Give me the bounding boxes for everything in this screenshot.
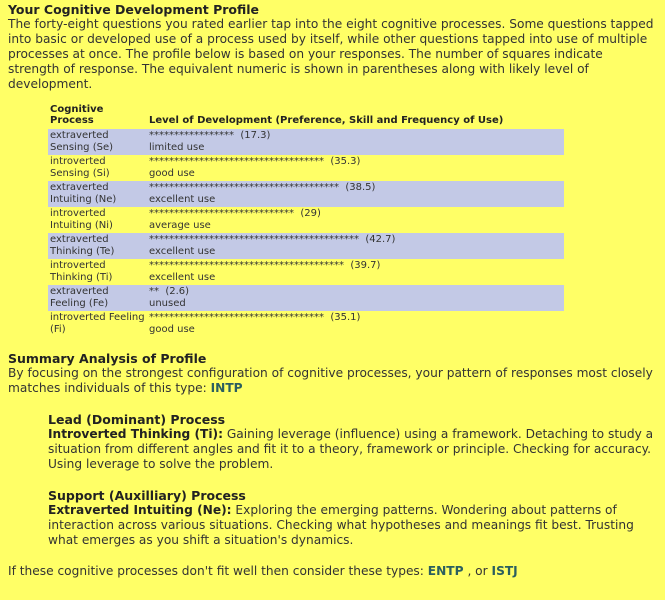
table-header-row (48, 104, 564, 129)
alternative-type-2: ISTJ (491, 564, 518, 578)
level-cell (147, 207, 564, 233)
level-cell (147, 181, 564, 207)
level-cell (147, 233, 564, 259)
process-name: extraverted Feeling (Fe) (48, 285, 147, 311)
level-text: excellent use (149, 246, 216, 257)
table-row (48, 207, 564, 233)
profile-table (48, 104, 564, 337)
support-section (48, 488, 657, 548)
strength-stars: ** (149, 286, 159, 297)
support-description: Exploring the emerging patterns. Wondering about patterns of interaction across various situations. Checking what hypotheses and meanings fit best. Trusting what emerges as you shift a situation's dynamics. (48, 503, 634, 547)
level-text: average use (149, 220, 211, 231)
strength-score: (35.3) (330, 156, 361, 167)
alternatives-separator: , or (467, 564, 488, 578)
strength-score: (2.6) (165, 286, 190, 297)
strength-score: (35.1) (330, 312, 361, 323)
summary-title: Summary Analysis of Profile (8, 351, 207, 366)
level-text: good use (149, 168, 195, 179)
strength-stars: ************************************** (149, 182, 339, 193)
support-text (48, 503, 657, 548)
process-name: introverted Sensing (Si) (50, 156, 110, 179)
process-name: introverted Thinking (Ti) (50, 260, 113, 283)
lead-process: Introverted Thinking (Ti): (48, 427, 223, 441)
summary-text (8, 366, 657, 396)
table-row (48, 311, 564, 337)
level-text: good use (149, 324, 195, 335)
table-row (48, 259, 564, 285)
alternative-type-1: ENTP (427, 564, 464, 578)
support-title: Support (Auxilliary) Process (48, 488, 246, 503)
process-name: extraverted Sensing (Se) (48, 129, 147, 155)
level-cell (147, 129, 564, 155)
alternatives-text (8, 564, 657, 579)
alternatives-description: If these cognitive processes don't fit well then consider these types: (8, 564, 424, 578)
level-cell (147, 155, 564, 181)
strength-stars: *********************************** (149, 156, 324, 167)
process-name: introverted Intuiting (Ni) (50, 208, 113, 231)
level-text: limited use (149, 142, 205, 153)
strength-stars: *************************************** (149, 260, 344, 271)
strength-score: (39.7) (350, 260, 381, 271)
process-name: extraverted Thinking (Te) (48, 233, 147, 259)
process-name: extraverted Intuiting (Ne) (48, 181, 147, 207)
strength-stars: ***************** (149, 130, 234, 141)
table-row (48, 155, 564, 181)
strength-score: (17.3) (240, 130, 271, 141)
profile-intro: The forty-eight questions you rated earlier tap into the eight cognitive processes. Some questions tapped into basic or developed use of a process used by itself, while other questions tapped into use of multiple processes at once. The profile below is based on your responses. The number of squares indicate strength of response. The equivalent numeric is shown in parentheses along with likely level of development. (8, 17, 654, 91)
header-level: Level of Development (Preference, Skill and Frequency of Use) (149, 115, 504, 126)
lead-description: Gaining leverage (influence) using a framework. Detaching to study a situation from different angles and fit it to a theory, framework or principle. Checking for accuracy. Using leverage to solve the problem. (48, 427, 654, 471)
level-text: unused (149, 298, 186, 309)
table-row (48, 285, 564, 311)
table-row (48, 181, 564, 207)
lead-title: Lead (Dominant) Process (48, 412, 226, 427)
summary-description: By focusing on the strongest configuration of cognitive processes, your pattern of responses most closely matches individuals of this type: (8, 366, 653, 395)
table-row (48, 233, 564, 259)
matched-type: INTP (210, 381, 243, 395)
support-process: Extraverted Intuiting (Ne): (48, 503, 232, 517)
profile-title: Your Cognitive Development Profile (8, 2, 260, 17)
level-text: excellent use (149, 194, 216, 205)
strength-score: (38.5) (345, 182, 376, 193)
strength-score: (42.7) (365, 234, 396, 245)
lead-text (48, 427, 657, 472)
strength-stars: ****************************************** (149, 234, 359, 245)
level-cell (147, 259, 564, 285)
process-name: introverted Feeling (Fi) (50, 312, 145, 335)
strength-stars: *********************************** (149, 312, 324, 323)
table-row (48, 129, 564, 155)
level-cell (147, 311, 564, 337)
level-text: excellent use (149, 272, 216, 283)
strength-score: (29) (300, 208, 321, 219)
strength-stars: ***************************** (149, 208, 294, 219)
level-cell (147, 285, 564, 311)
header-process: Cognitive Process (50, 104, 104, 126)
lead-section (48, 412, 657, 472)
